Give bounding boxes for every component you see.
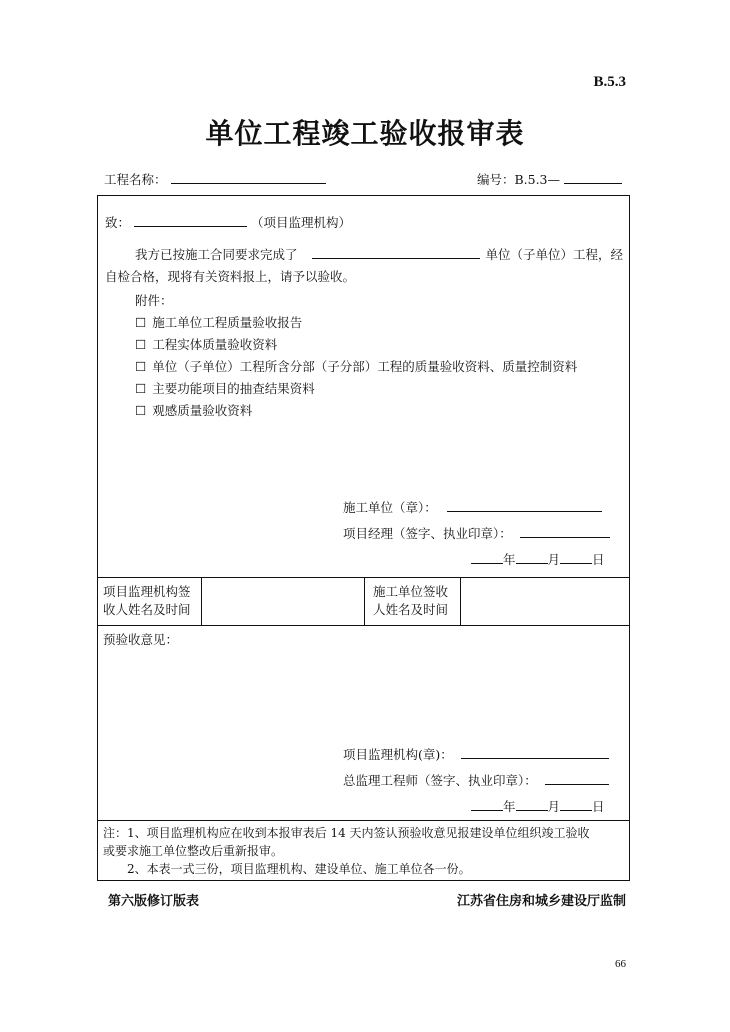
- supervision-receipt-label-line: 收人姓名及时间: [103, 602, 191, 617]
- form-number-row: [477, 170, 622, 188]
- project-name-field[interactable]: [171, 171, 326, 184]
- year-label: 年: [503, 552, 516, 567]
- attachment-label: 单位（子单位）工程所含分部（子分部）工程的质量验收资料、质量控制资料: [152, 359, 578, 374]
- project-name-row: [104, 170, 326, 188]
- form-number-field[interactable]: [564, 171, 622, 184]
- attachment-label: 施工单位工程质量验收报告: [152, 315, 303, 330]
- project-name-label: 工程名称：: [104, 172, 167, 187]
- divider: [98, 820, 629, 821]
- form-number-label: 编号：B.5.3—: [476, 172, 561, 187]
- contractor-receipt-label-line: 施工单位签收: [373, 584, 449, 599]
- checkbox-icon[interactable]: ☐: [135, 359, 147, 374]
- to-label: 致：: [105, 215, 131, 230]
- supervision-receipt-field[interactable]: [202, 578, 363, 624]
- request-line-1: [135, 246, 623, 264]
- attachment-label: 主要功能项目的抽查结果资料: [152, 381, 315, 396]
- year-field[interactable]: [471, 551, 503, 564]
- request-text-part2: 单位（子单位）工程，经: [485, 247, 623, 262]
- pre-acceptance-opinion-label: 预验收意见：: [103, 632, 179, 647]
- form-table: [97, 195, 630, 881]
- footer-issuer: 江苏省住房和城乡建设厅监制: [456, 894, 626, 909]
- supervision-seal-field[interactable]: [461, 746, 609, 759]
- chief-supervisor-field[interactable]: [545, 772, 609, 785]
- attachment-item[interactable]: [135, 402, 252, 420]
- page-number: 66: [615, 958, 626, 970]
- contractor-seal-row: [343, 499, 602, 517]
- addressee-row: [105, 214, 351, 232]
- day-label: 日: [592, 799, 605, 814]
- unit-project-field[interactable]: [312, 246, 480, 259]
- supervision-receipt-label: [103, 583, 191, 619]
- contractor-receipt-label: [373, 583, 448, 619]
- note-line: 注：1、项目监理机构应在收到本报审表后 14 天内签认预验收意见报建设单位组织竣工验收: [103, 826, 590, 840]
- to-suffix: （项目监理机构）: [250, 215, 351, 230]
- contractor-seal-field[interactable]: [447, 499, 602, 512]
- request-text-part1: 我方已按施工合同要求完成了: [135, 247, 298, 262]
- contractor-receipt-field[interactable]: [461, 578, 627, 624]
- month-label: 月: [547, 799, 561, 814]
- addressee-field[interactable]: [134, 214, 247, 227]
- note-line: 2、本表一式三份，项目监理机构、建设单位、施工单位各一份。: [127, 862, 471, 876]
- project-manager-label: 项目经理（签字、执业印章）：: [343, 526, 512, 541]
- day-field[interactable]: [560, 551, 592, 564]
- supervision-seal-row: [343, 746, 609, 764]
- checkbox-icon[interactable]: ☐: [135, 381, 147, 396]
- project-manager-field[interactable]: [520, 525, 610, 538]
- divider: [98, 625, 629, 626]
- attachment-item[interactable]: [135, 314, 302, 332]
- attachment-item[interactable]: [135, 336, 277, 354]
- form-title: 单位工程竣工验收报审表: [205, 117, 525, 150]
- contractor-receipt-label-line: 人姓名及时间: [373, 602, 449, 617]
- footer-version: 第六版修订版表: [108, 894, 200, 909]
- month-field[interactable]: [516, 551, 548, 564]
- checkbox-icon[interactable]: ☐: [135, 315, 147, 330]
- attachment-label: 观感质量验收资料: [152, 403, 253, 418]
- date-row: [471, 798, 605, 816]
- checkbox-icon[interactable]: ☐: [135, 337, 147, 352]
- chief-supervisor-label: 总监理工程师（签字、执业印章）：: [343, 773, 537, 788]
- date-row: [471, 551, 605, 569]
- project-manager-row: [343, 525, 610, 543]
- month-field[interactable]: [516, 798, 548, 811]
- attachments-label: 附件：: [135, 293, 173, 308]
- form-code: B.5.3: [593, 74, 626, 90]
- note-line: 或要求施工单位整改后重新报审。: [103, 844, 284, 858]
- contractor-seal-label: 施工单位（章）：: [343, 500, 437, 515]
- attachment-label: 工程实体质量验收资料: [152, 337, 278, 352]
- request-line-2: 自检合格，现将有关资料报上，请予以验收。: [105, 269, 356, 284]
- chief-supervisor-row: [343, 772, 609, 790]
- cell-divider: [364, 577, 365, 625]
- supervision-seal-label: 项目监理机构(章)：: [343, 747, 453, 762]
- attachment-item[interactable]: [135, 380, 315, 398]
- day-label: 日: [592, 552, 605, 567]
- day-field[interactable]: [560, 798, 592, 811]
- supervision-receipt-label-line: 项目监理机构签: [103, 584, 191, 599]
- attachment-item[interactable]: [135, 358, 577, 376]
- year-field[interactable]: [471, 798, 503, 811]
- checkbox-icon[interactable]: ☐: [135, 403, 147, 418]
- month-label: 月: [547, 552, 561, 567]
- year-label: 年: [503, 799, 516, 814]
